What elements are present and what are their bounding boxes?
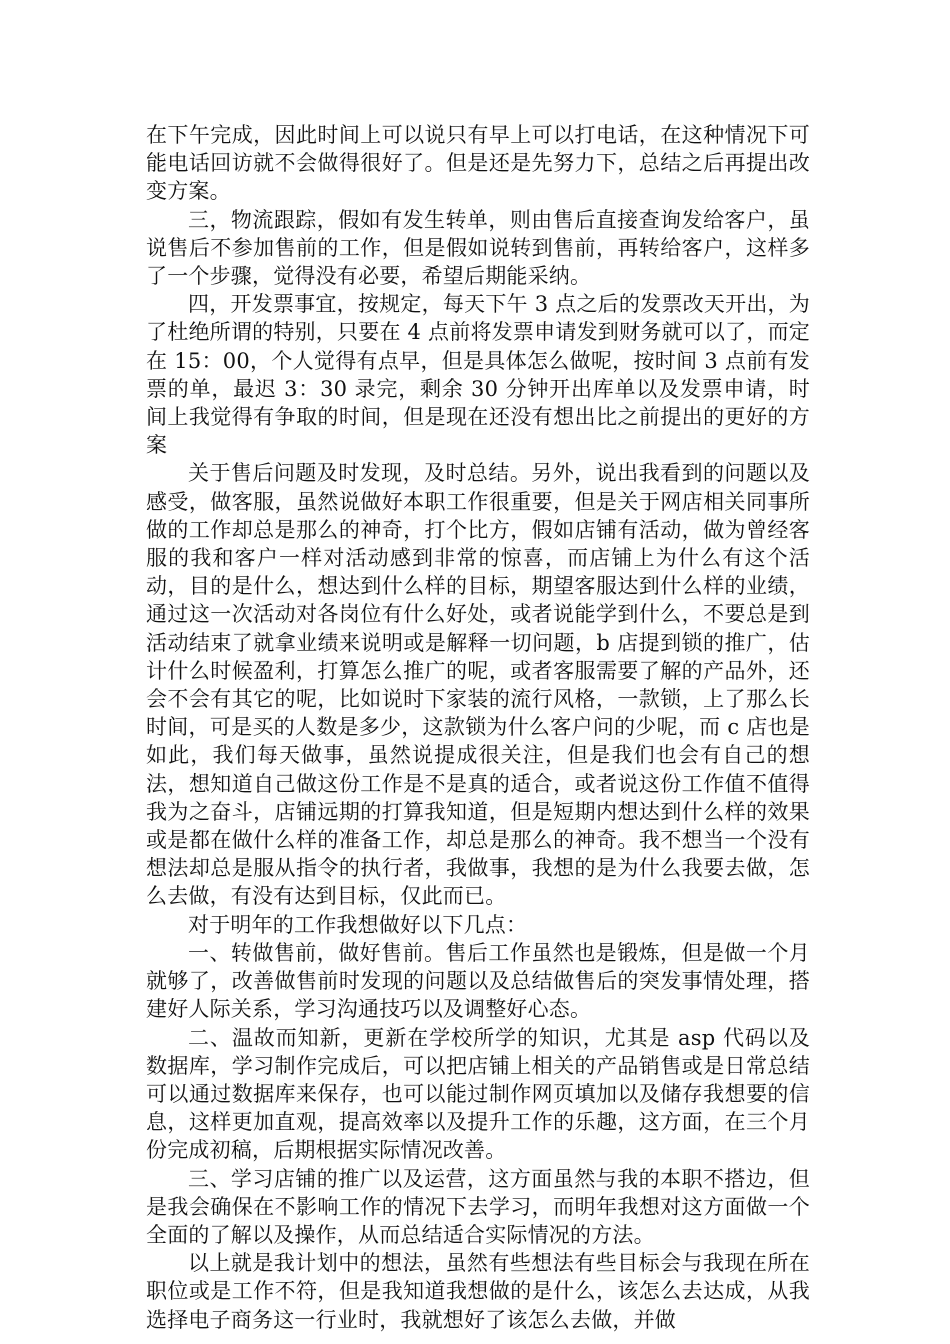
paragraph-6: 一、转做售前，做好售前。售后工作虽然也是锻炼，但是做一个月就够了，改善做售前时发现的问题以及总结做售后的突发事情处理，搭建好人际关系，学习沟通技巧以及调整好心态。 xyxy=(146,940,810,1022)
paragraph-8: 三、学习店铺的推广以及运营，这方面虽然与我的本职不搭边，但是我会确保在不影响工作的情况下去学习，而明年我想对这方面做一个全面的了解以及操作，从而总结适合实际情况的方法。 xyxy=(146,1166,810,1247)
paragraph-5: 对于明年的工作我想做好以下几点： xyxy=(188,912,528,937)
paragraph-1: 在下午完成，因此时间上可以说只有早上可以打电话，在这种情况下可能电话回访就不会做得很好了。但是还是先努力下，总结之后再提出改变方案。 xyxy=(146,123,810,204)
paragraph-9: 以上就是我计划中的想法，虽然有些想法有些目标会与我现在所在职位或是工作不符，但是我知道我想做的是什么，该怎么去达成，从我选择电子商务这一行业时，我就想好了该怎么去做，并做 xyxy=(146,1251,810,1332)
paragraph-2: 三，物流跟踪，假如有发生转单，则由售后直接查询发给客户，虽说售后不参加售前的工作，但是假如说转到售前，再转给客户，这样多了一个步骤，觉得没有必要，希望后期能采纳。 xyxy=(146,207,810,289)
paragraph-4: 关于售后问题及时发现，及时总结。另外，说出我看到的问题以及感受，做客服，虽然说做好本职工作很重要，但是关于网店相关同事所做的工作却总是那么的神奇，打个比方，假如店铺有活动，做为曾经客服的我和客户一样对活动感到非常的惊喜，而店铺上为什么有这个活动，目的是什么，想达到什么样的目标，期望客服达到什么样的业绩，通过这一次活动对各岗位有什么好处，或者说能学到什么，不要总是到活动结束了就拿业绩来说明或是解释一切问题，b 店提到锁的推广，估计什么时候盈利，打算怎么推广的呢，或者客服需要了解的产品外，还会不会有其它的呢，比如说时下家装的流行风格，一款锁，上了那么长时间，可是买的人数是多少，这款锁为什么客户问的少呢，而 c 店也是如此，我们每天做事，虽然说提成很关注，但是我们也会有自己的想法，想知道自己做这份工作是不是真的适合，或者说这份工作值不值得我为之奋斗，店铺远期的打算我知道，但是短期内想达到什么样的效果或是都在做什么样的准备工作，却总是那么的神奇。我不想当一个没有想法却总是服从指令的执行者，我做事，我想的是为什么我要去做，怎么去做，有没有达到目标，仅此而已。 xyxy=(146,461,810,909)
paragraph-7: 二、温故而知新，更新在学校所学的知识，尤其是 asp 代码以及数据库，学习制作完成后，可以把店铺上相关的产品销售或是日常总结可以通过数据库来保存，也可以能过制作网页填加以及储存我想要的信息，这样更加直观，提高效率以及提升工作的乐趣，这方面，在三个月份完成初稿，后期根据实际情况改善。 xyxy=(146,1025,810,1163)
document-body xyxy=(146,121,810,1334)
paragraph-3: 四，开发票事宜，按规定，每天下午 3 点之后的发票改天开出，为了杜绝所谓的特别，只要在 4 点前将发票申请发到财务就可以了，而定在 15：00，个人觉得有点早，但是具体怎么做呢，按时间 3 点前有发票的单，最迟 3：30 录完，剩余 30 分钟开出库单以及发票申请，时间上我觉得有争取的时间，但是现在还没有想出比之前提出的更好的方案 xyxy=(146,292,810,458)
